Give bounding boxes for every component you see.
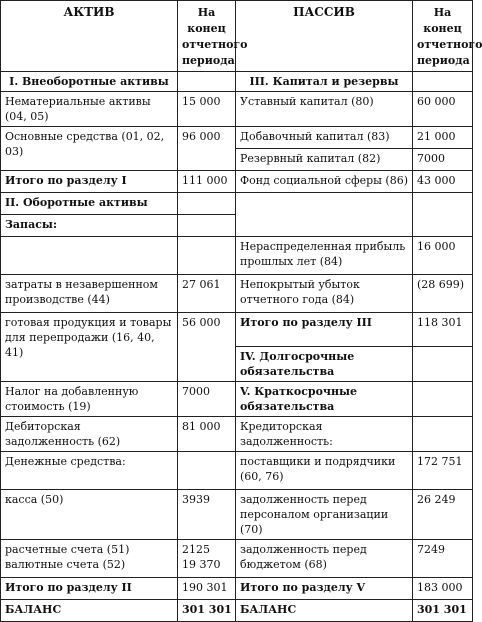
asset-item-label: Налог на добавленную стоимость (19)	[1, 382, 178, 417]
asset-item-value: 15 000	[178, 92, 236, 127]
liability-item-label: Нераспределенная прибыль прошлых лет (84)	[236, 237, 413, 275]
table-row	[1, 237, 473, 275]
table-row	[1, 127, 473, 149]
asset-item-label: расчетные счета (51) валютные счета (52)	[1, 540, 178, 578]
liability-item-value: 183 000	[413, 578, 473, 600]
asset-item-label: Денежные средства:	[1, 452, 178, 490]
table-row	[1, 275, 473, 313]
liability-item-label: IV. Долгосрочные обязательства	[236, 347, 413, 382]
liability-item-value	[413, 382, 473, 417]
header-row	[1, 1, 473, 72]
table-row	[1, 193, 473, 215]
asset-item-label: Нематериальные активы (04, 05)	[1, 92, 178, 127]
table-row	[1, 540, 473, 578]
liability-item-value	[413, 72, 473, 92]
liability-item-label: Фонд социальной сферы (86)	[236, 171, 413, 193]
liability-item-value: 172 751	[413, 452, 473, 490]
liability-item-value: (28 699)	[413, 275, 473, 313]
asset-item-value	[178, 452, 236, 490]
table-row	[1, 171, 473, 193]
liability-item-label: Непокрытый убыток отчетного года (84)	[236, 275, 413, 313]
asset-column-header: АКТИВ	[1, 1, 178, 72]
asset-item-label: I. Внеоборотные активы	[1, 72, 178, 92]
liability-item-label: Кредиторская задолженность:	[236, 417, 413, 452]
asset-item-value: 56 000	[178, 313, 236, 382]
liability-item-value: 7249	[413, 540, 473, 578]
table-row	[1, 600, 473, 622]
asset-period-header: На конец отчетного периода	[178, 1, 236, 72]
asset-item-label: Основные средства (01, 02, 03)	[1, 127, 178, 171]
liability-item-value	[413, 347, 473, 382]
liability-item-value: 21 000	[413, 127, 473, 149]
asset-item-label: БАЛАНС	[1, 600, 178, 622]
table-row	[1, 417, 473, 452]
table-row	[1, 313, 473, 347]
asset-item-value: 301 301	[178, 600, 236, 622]
liability-item-value: 26 249	[413, 490, 473, 540]
liability-item-label: поставщики и подрядчики (60, 76)	[236, 452, 413, 490]
liability-item-value	[413, 193, 473, 237]
asset-item-label: Итого по разделу I	[1, 171, 178, 193]
table-row	[1, 72, 473, 92]
asset-item-label: готовая продукция и товары для перепродажи (16, 40, 41)	[1, 313, 178, 382]
asset-item-label: II. Оборотные активы	[1, 193, 178, 215]
liability-item-label: Итого по разделу III	[236, 313, 413, 347]
liability-item-label: Добавочный капитал (83)	[236, 127, 413, 149]
table-row	[1, 578, 473, 600]
table-row	[1, 382, 473, 417]
liability-column-header: ПАССИВ	[236, 1, 413, 72]
liability-item-label: Резервный капитал (82)	[236, 149, 413, 171]
asset-item-value	[178, 237, 236, 275]
liability-item-value: 301 301	[413, 600, 473, 622]
table-row	[1, 92, 473, 127]
asset-item-label: касса (50)	[1, 490, 178, 540]
asset-item-value	[178, 193, 236, 215]
liability-item-value: 7000	[413, 149, 473, 171]
liability-item-label: Итого по разделу V	[236, 578, 413, 600]
liability-item-value: 16 000	[413, 237, 473, 275]
asset-item-label: Запасы:	[1, 215, 178, 237]
liability-item-label: Уставный капитал (80)	[236, 92, 413, 127]
asset-item-label	[1, 237, 178, 275]
liability-item-label: задолженность перед персоналом организации (70)	[236, 490, 413, 540]
asset-item-value: 96 000	[178, 127, 236, 171]
liability-item-label: III. Капитал и резервы	[236, 72, 413, 92]
asset-item-label: Дебиторская задолженность (62)	[1, 417, 178, 452]
asset-item-value: 81 000	[178, 417, 236, 452]
liability-item-value: 43 000	[413, 171, 473, 193]
liability-item-label: задолженность перед бюджетом (68)	[236, 540, 413, 578]
table-body	[1, 72, 473, 622]
asset-item-value	[178, 72, 236, 92]
table-row	[1, 490, 473, 540]
liability-item-value: 118 301	[413, 313, 473, 347]
asset-item-value: 111 000	[178, 171, 236, 193]
liability-item-label: БАЛАНС	[236, 600, 413, 622]
liability-item-label: V. Краткосрочные обязательства	[236, 382, 413, 417]
asset-item-label: Итого по разделу II	[1, 578, 178, 600]
liability-item-value	[413, 417, 473, 452]
liability-item-value: 60 000	[413, 92, 473, 127]
asset-item-label: затраты в незавершенном производстве (44)	[1, 275, 178, 313]
liability-period-header: На конец отчетного периода	[413, 1, 473, 72]
asset-item-value: 7000	[178, 382, 236, 417]
asset-item-value	[178, 215, 236, 237]
asset-item-value: 2125 19 370	[178, 540, 236, 578]
asset-item-value: 3939	[178, 490, 236, 540]
asset-item-value: 27 061	[178, 275, 236, 313]
liability-item-label	[236, 193, 413, 237]
table-row	[1, 452, 473, 490]
asset-item-value: 190 301	[178, 578, 236, 600]
